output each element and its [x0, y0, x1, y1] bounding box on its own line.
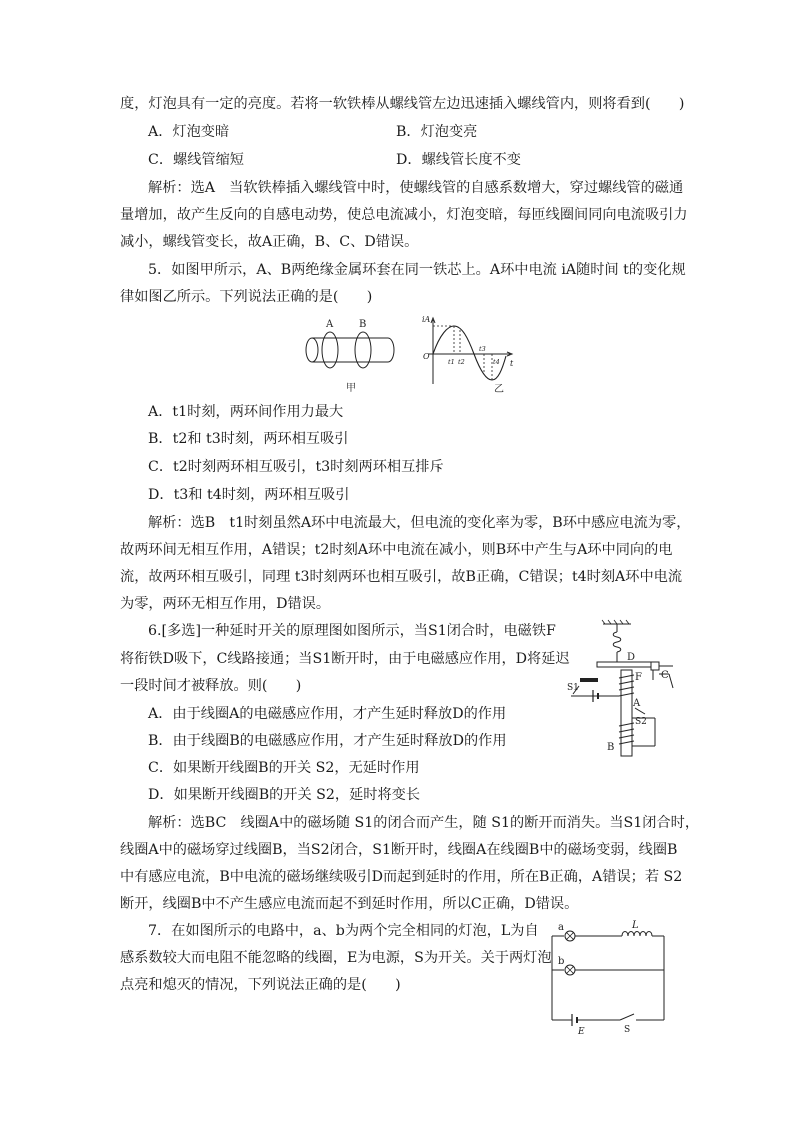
q5-option-d: D．t3和 t4时刻，两环相互吸引: [148, 487, 350, 503]
q7-stem: 点亮和熄灭的情况，下列说法正确的是( ): [120, 977, 401, 993]
label-a: A: [633, 698, 641, 709]
label-s1: S1: [567, 683, 579, 693]
t1-label: t1: [448, 358, 455, 366]
q6-solution-line: 断开，线圈B中不产生感应电流而起不到延时作用，所以C正确，D错误。: [120, 896, 579, 912]
caption-jia: 甲: [346, 383, 356, 394]
q5-stem: 5．如图甲所示，A、B两绝缘金属环套在同一铁芯上。A环中电流 iA随时间 t的变化规: [148, 262, 686, 278]
q5-option-b: B．t2和 t3时刻，两环相互吸引: [148, 431, 349, 447]
label-f: F: [635, 672, 642, 683]
t2-label: t2: [458, 358, 465, 366]
ring-b-label: B: [359, 319, 367, 330]
origin-label: O: [423, 352, 430, 361]
caption-yi: 乙: [494, 384, 504, 395]
q5-option-a: A．t1时刻，两环间作用力最大: [148, 404, 344, 420]
q4-option-b: B．灯泡变亮: [396, 124, 478, 140]
q5-stem: 律如图乙所示。下列说法正确的是( ): [120, 289, 373, 305]
label-s2: S2: [635, 717, 647, 727]
q6-solution-line: 线圈A中的磁场穿过线圈B，当S2闭合，S1断开时，线圈A在线圈B中的磁场变弱，线圈B: [120, 842, 678, 858]
q6-option-d: D．如果断开线圈B的开关 S2，延时将变长: [148, 787, 421, 803]
q6-stem: 将衔铁D吸下，C线路接通；当S1断开时，由于电磁感应作用，D将延迟: [120, 651, 570, 667]
q6-figure-relay: [565, 618, 675, 758]
ring-a-label: A: [326, 319, 334, 330]
q7-figure-circuit: [548, 918, 668, 1037]
label-c: C: [661, 670, 669, 681]
label-inductor: L: [632, 920, 639, 931]
t3-label: t3: [479, 345, 486, 353]
label-d: D: [627, 652, 636, 663]
q5-solution-line: 解析：选B t1时刻虽然A环中电流最大，但电流的变化率为零，B环中感应电流为零，: [148, 515, 691, 531]
label-source: E: [578, 1027, 585, 1037]
label-lamp-b: b: [558, 956, 565, 967]
q4-stem: 度，灯泡具有一定的亮度。若将一软铁棒从螺线管左边迅速插入螺线管内，则将看到( ): [120, 96, 685, 112]
q6-option-c: C．如果断开线圈B的开关 S2，无延时作用: [148, 760, 420, 776]
axis-i-label: iA: [422, 315, 431, 324]
q5-solution-line: 为零，两环无相互作用，D错误。: [120, 596, 331, 612]
label-lamp-a: a: [558, 922, 564, 933]
q6-solution-line: 中有感应电流，B中电流的磁场继续吸引D而起到延时的作用，所在B正确，A错误；若 S2: [120, 869, 683, 885]
q4-solution-line: 量增加，故产生反向的自感电动势，使总电流减小，灯泡变暗，每匝线圈间同向电流吸引力: [120, 207, 688, 223]
q4-option-a: A．灯泡变暗: [148, 124, 230, 140]
q5-option-c: C．t2时刻两环相互吸引，t3时刻两环相互排斥: [148, 459, 444, 475]
axis-t-label: t: [510, 359, 514, 368]
q5-figure-graph: [418, 312, 518, 396]
label-switch: S: [624, 1025, 631, 1035]
q6-option-b: B．由于线圈B的电磁感应作用，才产生延时释放D的作用: [148, 733, 507, 749]
q5-solution-line: 故两环间无相互作用，A错误；t2时刻A环中电流在减小，则B环中产生与A环中同向的电: [120, 542, 673, 558]
q4-option-c: C．螺线管缩短: [148, 152, 244, 168]
q4-solution-line: 解析：选A 当软铁棒插入螺线管中时，使螺线管的自感系数增大，穿过螺线管的磁通: [148, 180, 684, 196]
q6-stem: 6.[多选]一种延时开关的原理图如图所示，当S1闭合时，电磁铁F: [148, 623, 556, 639]
q6-solution-line: 解析：选BC 线圈A中的磁场随 S1的闭合而产生，随 S1的断开而消失。当S1闭合时，: [148, 815, 700, 831]
q4-solution-line: 减小，螺线管变长，故A正确，B、C、D错误。: [120, 234, 419, 250]
q6-stem: 一段时间才被释放。则( ): [120, 678, 302, 694]
q6-option-a: A．由于线圈A的电磁感应作用，才产生延时释放D的作用: [148, 706, 507, 722]
q7-stem: 7．在如图所示的电路中，a、b为两个完全相同的灯泡，L为自: [148, 923, 539, 939]
q5-figure-rings: [300, 315, 410, 395]
q4-option-d: D．螺线管长度不变: [396, 152, 521, 168]
t4-label: t4: [493, 358, 500, 366]
label-b: B: [607, 742, 615, 753]
q5-solution-line: 流，故两环相互吸引，同理 t3时刻两环也相互吸引，故B正确，C错误；t4时刻A环中电流: [120, 569, 683, 585]
q7-stem: 感系数较大而电阻不能忽略的线圈，E为电源，S为开关。关于两灯泡: [120, 950, 552, 966]
